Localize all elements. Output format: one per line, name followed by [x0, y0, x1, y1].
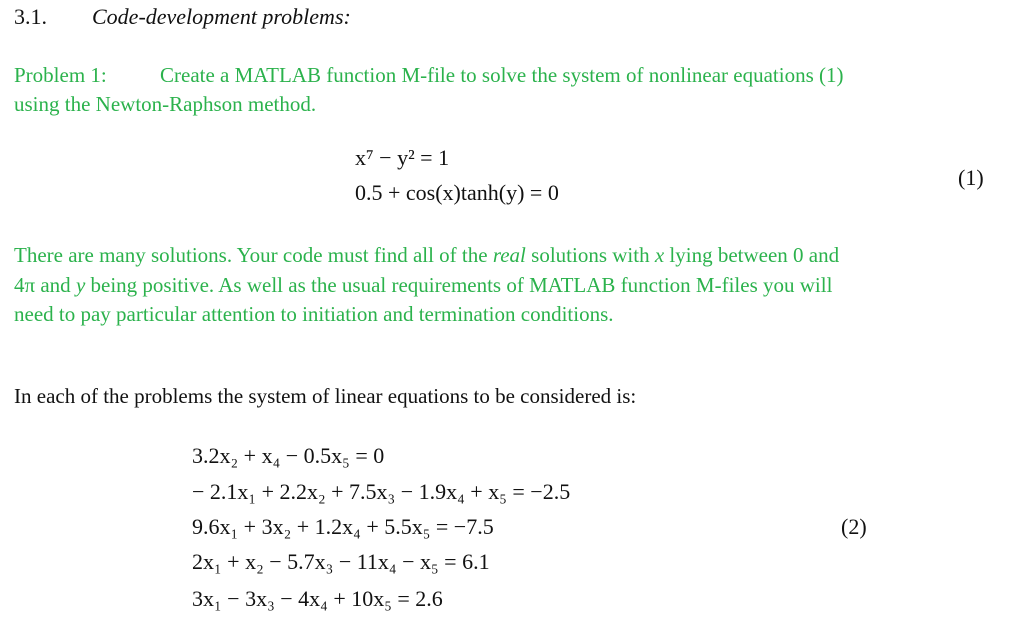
equation-number-2: (2)	[841, 514, 867, 539]
section-number: 3.1.	[14, 4, 47, 29]
equation-number-1: (1)	[958, 165, 984, 190]
para-var-y: y	[75, 272, 86, 297]
problem-text-line-1: Create a MATLAB function M-file to solve the system of nonlinear equations (1)	[160, 63, 844, 87]
nonlinear-equation-1: x⁷ − y² = 1	[355, 145, 450, 170]
linear-equation-1: 3.2x₂ + x₄ − 0.5x₅ = 0	[192, 443, 385, 468]
linear-system-intro: In each of the problems the system of linear equations to be considered is:	[14, 384, 637, 408]
para-text: There are many solutions. Your code must find all of the	[14, 243, 493, 267]
para-emphasis-real: real	[492, 243, 526, 267]
section-title: Code-development problems:	[92, 4, 351, 29]
nonlinear-equation-2: 0.5 + cos(x)tanh(y) = 0	[355, 180, 559, 205]
para-var-x: x	[654, 243, 665, 267]
problem-label: Problem 1:	[14, 63, 107, 87]
linear-equation-2: − 2.1x₁ + 2.2x₂ + 7.5x₃ − 1.9x₄ + x₅ = −2.5	[192, 479, 571, 504]
para-text: solutions with	[525, 243, 655, 267]
para-text: being positive. As well as the usual requirements of MATLAB function M-files you will	[85, 272, 833, 297]
problem-text-line-2: using the Newton-Raphson method.	[14, 92, 317, 116]
para-text: need to pay particular attention to initiation and termination conditions.	[14, 302, 614, 326]
linear-equation-3: 9.6x₁ + 3x₂ + 1.2x₄ + 5.5x₅ = −7.5	[192, 514, 494, 539]
linear-equation-4: 2x₁ + x₂ − 5.7x₃ − 11x₄ − x₅ = 6.1	[192, 549, 490, 574]
linear-equation-5: 3x₁ − 3x₃ − 4x₄ + 10x₅ = 2.6	[192, 586, 443, 611]
para-text: lying between 0 and	[664, 243, 840, 267]
solution-requirements-paragraph	[14, 241, 839, 330]
para-text: 4π and	[14, 272, 76, 297]
